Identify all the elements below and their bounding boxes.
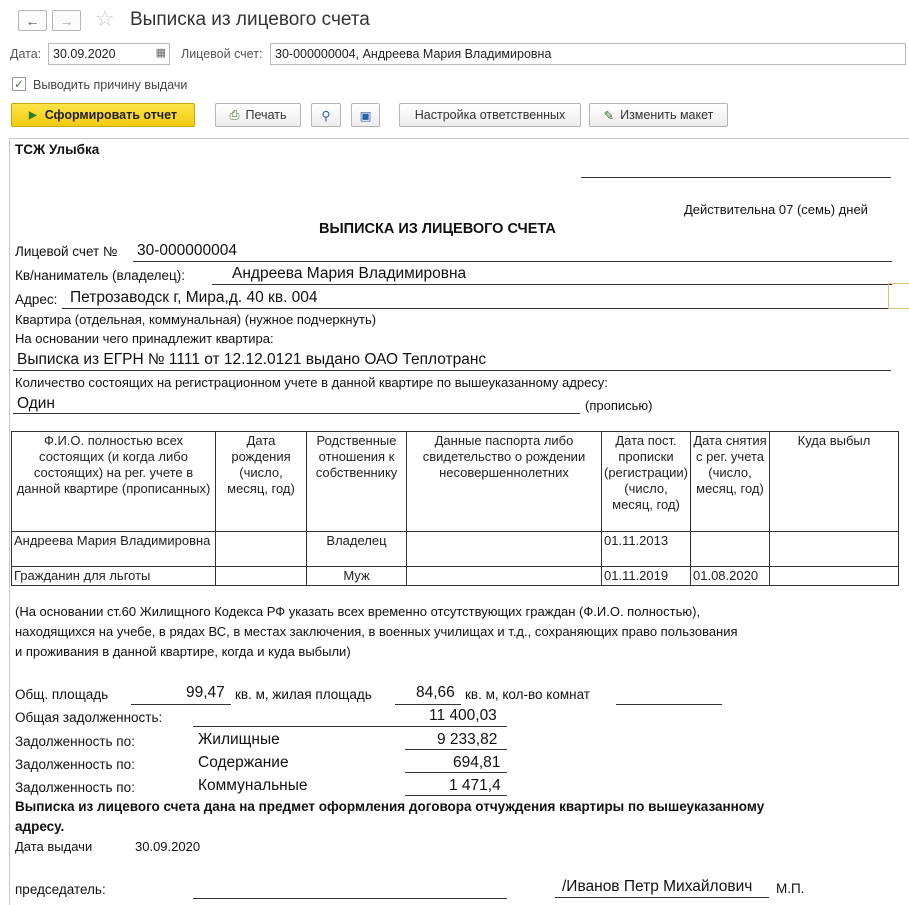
- basis-label: На основании чего принадлежит квартира:: [15, 331, 274, 346]
- edit-layout-button[interactable]: [589, 103, 728, 127]
- total-debt-line: [193, 726, 507, 727]
- living-area-label: кв. м, жилая площадь: [235, 687, 372, 702]
- debt-line: [405, 795, 507, 796]
- cell-unreg-date: [691, 532, 770, 567]
- magnifier-icon: ⚲: [321, 108, 331, 123]
- org-line: [581, 177, 891, 178]
- generate-report-button[interactable]: [11, 103, 195, 127]
- count-note: (прописью): [585, 398, 653, 413]
- total-debt-label: Общая задолженность:: [15, 710, 163, 725]
- preview-button[interactable]: [311, 103, 341, 127]
- generate-report-label: Сформировать отчет: [44, 108, 177, 122]
- signature-line: [193, 898, 507, 899]
- owner-line: [212, 284, 892, 285]
- edit-layout-label: Изменить макет: [620, 108, 714, 122]
- window-title: Выписка из лицевого счета: [130, 9, 370, 30]
- date-value: 30.09.2020: [53, 47, 116, 61]
- back-button[interactable]: [18, 10, 47, 31]
- chairman-line: [555, 897, 769, 898]
- cell-unreg-date: 01.08.2020: [691, 567, 770, 586]
- printer-icon: ⎙: [229, 107, 240, 122]
- col-header-unreg-date: Дата снятия с рег. учета (число, месяц, год): [691, 432, 770, 532]
- address-value: Петрозаводск г, Мира,д. 40 кв. 004: [70, 289, 318, 306]
- report-heading: ВЫПИСКА ИЗ ЛИЦЕВОГО СЧЕТА: [319, 221, 556, 237]
- issue-date-label: Дата выдачи: [15, 839, 93, 854]
- total-area-line: [131, 704, 231, 705]
- cell-reg-date: 01.11.2019: [602, 567, 691, 586]
- cell-birth: [216, 567, 307, 586]
- account-no-value: 30-000000004: [137, 242, 237, 259]
- print-button[interactable]: [215, 103, 301, 127]
- rooms-line: [616, 704, 722, 705]
- cell-moved-to: [770, 567, 899, 586]
- living-area-line: [395, 704, 461, 705]
- owner-value: Андреева Мария Владимировна: [232, 265, 467, 282]
- reason-checkbox-label: Выводить причину выдачи: [33, 78, 188, 92]
- account-no-line: [133, 261, 892, 262]
- date-input[interactable]: [48, 43, 170, 65]
- forward-button[interactable]: [52, 10, 81, 31]
- basis-value: Выписка из ЕГРН № 1111 от 12.12.0121 выдано ОАО Теплотранс: [17, 351, 487, 368]
- account-label: Лицевой счет:: [181, 47, 263, 61]
- debt-label: Задолженность по:: [15, 734, 135, 749]
- cell-relation: Владелец: [307, 532, 407, 567]
- date-label: Дата:: [10, 47, 42, 61]
- play-icon: ▶: [28, 109, 37, 121]
- org-name: ТСЖ Улыбка: [15, 142, 100, 157]
- arrow-right-icon: →: [59, 12, 74, 29]
- debt-label: Задолженность по:: [15, 780, 135, 795]
- area-label: Общ. площадь: [15, 687, 109, 702]
- cell-name: Андреева Мария Владимировна: [12, 532, 216, 567]
- debt-label: Задолженность по:: [15, 757, 135, 772]
- col-header-relation: Родственные отношения к собственнику: [307, 432, 407, 532]
- col-header-moved-to: Куда выбыл: [770, 432, 899, 532]
- note-line: и проживания в данной квартире, когда и куда выбыли): [15, 644, 351, 659]
- total-debt-value: 11 400,03: [429, 707, 497, 724]
- cell-passport: [407, 532, 602, 567]
- note-line: находящихся на учебе, в рядах ВС, в местах заключения, в военных училищах и т.д., сохраняющих право пользования: [15, 624, 738, 639]
- validity-note: Действительна 07 (семь) дней: [684, 202, 868, 217]
- account-no-label: Лицевой счет №: [15, 244, 118, 259]
- address-label: Адрес:: [15, 292, 58, 307]
- cell-name: Гражданин для льготы: [12, 567, 216, 586]
- col-header-name: Ф.И.О. полностью всех состоящих (и когда либо состоящих) на рег. учете в данной квартире (прописанных): [12, 432, 216, 532]
- stamp-mark: М.П.: [776, 881, 805, 896]
- save-button[interactable]: [351, 103, 380, 127]
- count-label: Количество состоящих на регистрационном учете в данной квартире по вышеуказанному адресу:: [15, 375, 608, 390]
- selected-cell[interactable]: [888, 283, 909, 309]
- table-row: [12, 532, 899, 567]
- debt-amount: 9 233,82: [437, 731, 498, 748]
- note-line: (На основании ст.60 Жилищного Кодекса РФ указать всех временно отсутствующих граждан (Ф.И.О. полностью),: [15, 604, 701, 619]
- cell-reg-date: 01.11.2013: [602, 532, 691, 567]
- living-area-value: 84,66: [416, 684, 455, 701]
- col-header-reg-date: Дата пост. прописки (регистрации) (число, месяц, год): [602, 432, 691, 532]
- debt-amount: 1 471,4: [449, 777, 501, 794]
- arrow-left-icon: ←: [25, 12, 40, 29]
- floppy-disk-icon: ▣: [359, 108, 372, 123]
- debt-name: Содержание: [198, 754, 289, 771]
- table-header-row: [12, 432, 899, 532]
- chairman-label: председатель:: [15, 882, 106, 897]
- total-area-value: 99,47: [186, 684, 225, 701]
- apartment-type: Квартира (отдельная, коммунальная) (нужное подчеркнуть): [15, 312, 377, 327]
- cell-birth: [216, 532, 307, 567]
- debt-amount: 694,81: [453, 754, 501, 771]
- registration-table: [11, 431, 899, 586]
- col-header-passport: Данные паспорта либо свидетельство о рождении несовершеннолетних: [407, 432, 602, 532]
- account-input[interactable]: 30-000000004, Андреева Мария Владимировна: [270, 43, 906, 65]
- favorite-star-icon[interactable]: ☆: [95, 6, 115, 31]
- issue-date-value: 30.09.2020: [135, 839, 201, 854]
- owner-label: Кв/наниматель (владелец):: [15, 268, 186, 283]
- debt-name: Коммунальные: [198, 777, 308, 794]
- basis-line: [13, 370, 891, 371]
- print-label: Печать: [245, 108, 287, 122]
- rooms-label: кв. м, кол-во комнат: [465, 687, 590, 702]
- debt-line: [405, 749, 507, 750]
- purpose-text-end: адресу.: [15, 819, 65, 834]
- purpose-text: Выписка из лицевого счета дана на предмет оформления договора отчуждения квартиры по вышеуказанному: [15, 799, 765, 814]
- reason-checkbox[interactable]: ✓: [13, 77, 25, 91]
- debt-name: Жилищные: [198, 731, 280, 748]
- address-line: [62, 308, 890, 309]
- count-value: Один: [17, 395, 55, 412]
- count-line: [13, 413, 580, 414]
- cell-moved-to: [770, 532, 899, 567]
- pencil-icon: ✎: [603, 108, 615, 123]
- calendar-icon[interactable]: ▦: [155, 47, 166, 59]
- cell-relation: Муж: [307, 567, 407, 586]
- debt-line: [405, 772, 507, 773]
- cell-passport: [407, 567, 602, 586]
- settings-responsible-button[interactable]: Настройка ответственных: [399, 103, 581, 127]
- col-header-birth: Дата рождения (число, месяц, год): [216, 432, 307, 532]
- chairman-name: /Иванов Петр Михайлович: [562, 878, 753, 895]
- table-row: [12, 567, 899, 586]
